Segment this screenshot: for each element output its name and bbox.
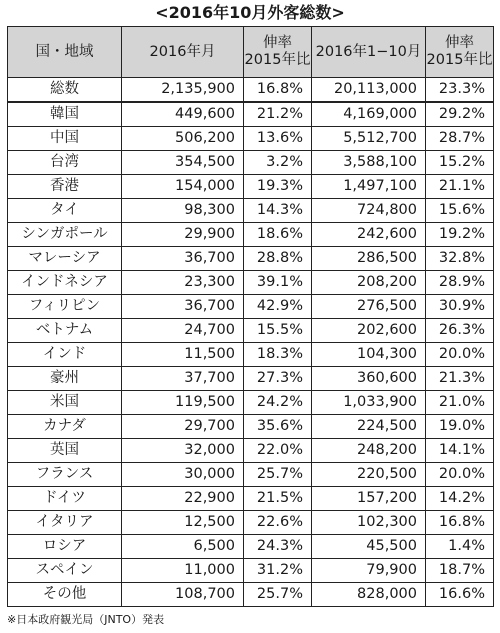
cell-name: 韓国 xyxy=(8,102,122,127)
table-row xyxy=(8,463,494,487)
cell-month: 354,500 xyxy=(122,151,244,175)
table-row xyxy=(8,535,494,559)
cell-name: 米国 xyxy=(8,391,122,415)
cell-name: インドネシア xyxy=(8,271,122,295)
cell-growth-month: 35.6% xyxy=(244,415,312,439)
cell-ytd: 224,500 xyxy=(312,415,426,439)
cell-growth-ytd: 21.1% xyxy=(426,175,494,199)
cell-ytd: 4,169,000 xyxy=(312,102,426,127)
cell-ytd: 828,000 xyxy=(312,583,426,607)
cell-ytd: 79,900 xyxy=(312,559,426,583)
cell-growth-ytd: 16.6% xyxy=(426,583,494,607)
cell-growth-month: 28.8% xyxy=(244,247,312,271)
table-row xyxy=(8,439,494,463)
cell-name: 中国 xyxy=(8,127,122,151)
cell-growth-ytd: 15.6% xyxy=(426,199,494,223)
cell-month: 37,700 xyxy=(122,367,244,391)
cell-growth-ytd: 30.9% xyxy=(426,295,494,319)
cell-growth-month: 22.6% xyxy=(244,511,312,535)
cell-growth-ytd: 14.2% xyxy=(426,487,494,511)
header-month: 2016年月 xyxy=(122,27,244,78)
table-row xyxy=(8,487,494,511)
cell-month: 154,000 xyxy=(122,175,244,199)
table-row xyxy=(8,319,494,343)
cell-growth-month: 14.3% xyxy=(244,199,312,223)
cell-ytd: 248,200 xyxy=(312,439,426,463)
cell-month: 32,000 xyxy=(122,439,244,463)
cell-ytd: 3,588,100 xyxy=(312,151,426,175)
table-row xyxy=(8,559,494,583)
cell-growth-month: 18.6% xyxy=(244,223,312,247)
cell-growth-month: 27.3% xyxy=(244,367,312,391)
cell-name: 総数 xyxy=(8,78,122,103)
table-row xyxy=(8,583,494,607)
cell-ytd: 208,200 xyxy=(312,271,426,295)
cell-growth-month: 21.2% xyxy=(244,102,312,127)
cell-growth-ytd: 20.0% xyxy=(426,463,494,487)
cell-growth-month: 15.5% xyxy=(244,319,312,343)
visitor-statistics-table xyxy=(7,26,494,607)
header-growth-ytd: 伸率 2015年比 xyxy=(426,27,494,78)
cell-growth-ytd: 18.7% xyxy=(426,559,494,583)
cell-growth-month: 16.8% xyxy=(244,78,312,103)
cell-month: 12,500 xyxy=(122,511,244,535)
cell-growth-ytd: 26.3% xyxy=(426,319,494,343)
cell-name: フィリピン xyxy=(8,295,122,319)
cell-name: タイ xyxy=(8,199,122,223)
cell-ytd: 5,512,700 xyxy=(312,127,426,151)
cell-growth-ytd: 16.8% xyxy=(426,511,494,535)
cell-month: 2,135,900 xyxy=(122,78,244,103)
cell-growth-ytd: 20.0% xyxy=(426,343,494,367)
cell-name: スペイン xyxy=(8,559,122,583)
cell-month: 108,700 xyxy=(122,583,244,607)
cell-growth-month: 18.3% xyxy=(244,343,312,367)
cell-name: マレーシア xyxy=(8,247,122,271)
cell-name: イタリア xyxy=(8,511,122,535)
cell-name: シンガポール xyxy=(8,223,122,247)
cell-growth-ytd: 23.3% xyxy=(426,78,494,103)
cell-growth-month: 39.1% xyxy=(244,271,312,295)
cell-ytd: 20,113,000 xyxy=(312,78,426,103)
cell-month: 98,300 xyxy=(122,199,244,223)
cell-month: 119,500 xyxy=(122,391,244,415)
cell-ytd: 276,500 xyxy=(312,295,426,319)
table-row xyxy=(8,343,494,367)
table-row xyxy=(8,247,494,271)
header-ytd: 2016年1−10月 xyxy=(312,27,426,78)
table-row xyxy=(8,295,494,319)
cell-ytd: 157,200 xyxy=(312,487,426,511)
cell-growth-ytd: 28.7% xyxy=(426,127,494,151)
source-note: ※日本政府観光局（JNTO）発表 xyxy=(7,613,165,626)
cell-month: 11,500 xyxy=(122,343,244,367)
cell-growth-month: 42.9% xyxy=(244,295,312,319)
cell-ytd: 220,500 xyxy=(312,463,426,487)
table-row xyxy=(8,391,494,415)
table-row xyxy=(8,511,494,535)
cell-growth-month: 3.2% xyxy=(244,151,312,175)
cell-growth-month: 19.3% xyxy=(244,175,312,199)
table-row xyxy=(8,223,494,247)
cell-growth-month: 13.6% xyxy=(244,127,312,151)
header-row xyxy=(8,27,494,78)
cell-name: 豪州 xyxy=(8,367,122,391)
cell-ytd: 1,497,100 xyxy=(312,175,426,199)
cell-month: 23,300 xyxy=(122,271,244,295)
cell-growth-ytd: 32.8% xyxy=(426,247,494,271)
cell-growth-month: 24.3% xyxy=(244,535,312,559)
cell-name: カナダ xyxy=(8,415,122,439)
table-row xyxy=(8,175,494,199)
cell-ytd: 724,800 xyxy=(312,199,426,223)
cell-growth-ytd: 21.0% xyxy=(426,391,494,415)
cell-ytd: 104,300 xyxy=(312,343,426,367)
cell-growth-month: 24.2% xyxy=(244,391,312,415)
cell-growth-ytd: 29.2% xyxy=(426,102,494,127)
cell-name: インド xyxy=(8,343,122,367)
table-row xyxy=(8,271,494,295)
cell-ytd: 45,500 xyxy=(312,535,426,559)
table-title: <2016年10月外客総数> xyxy=(155,3,345,22)
cell-name: フランス xyxy=(8,463,122,487)
cell-month: 30,000 xyxy=(122,463,244,487)
cell-growth-ytd: 21.3% xyxy=(426,367,494,391)
cell-name: ベトナム xyxy=(8,319,122,343)
cell-month: 506,200 xyxy=(122,127,244,151)
header-country: 国・地域 xyxy=(8,27,122,78)
cell-growth-ytd: 28.9% xyxy=(426,271,494,295)
cell-growth-month: 22.0% xyxy=(244,439,312,463)
cell-month: 29,700 xyxy=(122,415,244,439)
cell-month: 449,600 xyxy=(122,102,244,127)
table-row xyxy=(8,199,494,223)
cell-month: 24,700 xyxy=(122,319,244,343)
cell-ytd: 242,600 xyxy=(312,223,426,247)
cell-month: 29,900 xyxy=(122,223,244,247)
cell-ytd: 202,600 xyxy=(312,319,426,343)
table-row xyxy=(8,127,494,151)
cell-growth-month: 31.2% xyxy=(244,559,312,583)
cell-name: 台湾 xyxy=(8,151,122,175)
cell-name: 香港 xyxy=(8,175,122,199)
table-row xyxy=(8,367,494,391)
table-row xyxy=(8,415,494,439)
cell-ytd: 102,300 xyxy=(312,511,426,535)
cell-name: その他 xyxy=(8,583,122,607)
header-growth-month: 伸率 2015年比 xyxy=(244,27,312,78)
cell-growth-ytd: 1.4% xyxy=(426,535,494,559)
cell-month: 36,700 xyxy=(122,247,244,271)
cell-name: ドイツ xyxy=(8,487,122,511)
cell-month: 36,700 xyxy=(122,295,244,319)
cell-month: 22,900 xyxy=(122,487,244,511)
cell-name: 英国 xyxy=(8,439,122,463)
table-row xyxy=(8,102,494,127)
cell-growth-ytd: 19.2% xyxy=(426,223,494,247)
cell-month: 6,500 xyxy=(122,535,244,559)
total-row xyxy=(8,78,494,103)
cell-ytd: 286,500 xyxy=(312,247,426,271)
cell-ytd: 360,600 xyxy=(312,367,426,391)
cell-growth-month: 25.7% xyxy=(244,583,312,607)
cell-growth-ytd: 14.1% xyxy=(426,439,494,463)
cell-month: 11,000 xyxy=(122,559,244,583)
cell-growth-ytd: 19.0% xyxy=(426,415,494,439)
cell-growth-month: 25.7% xyxy=(244,463,312,487)
cell-growth-ytd: 15.2% xyxy=(426,151,494,175)
table-row xyxy=(8,151,494,175)
cell-ytd: 1,033,900 xyxy=(312,391,426,415)
cell-name: ロシア xyxy=(8,535,122,559)
cell-growth-month: 21.5% xyxy=(244,487,312,511)
